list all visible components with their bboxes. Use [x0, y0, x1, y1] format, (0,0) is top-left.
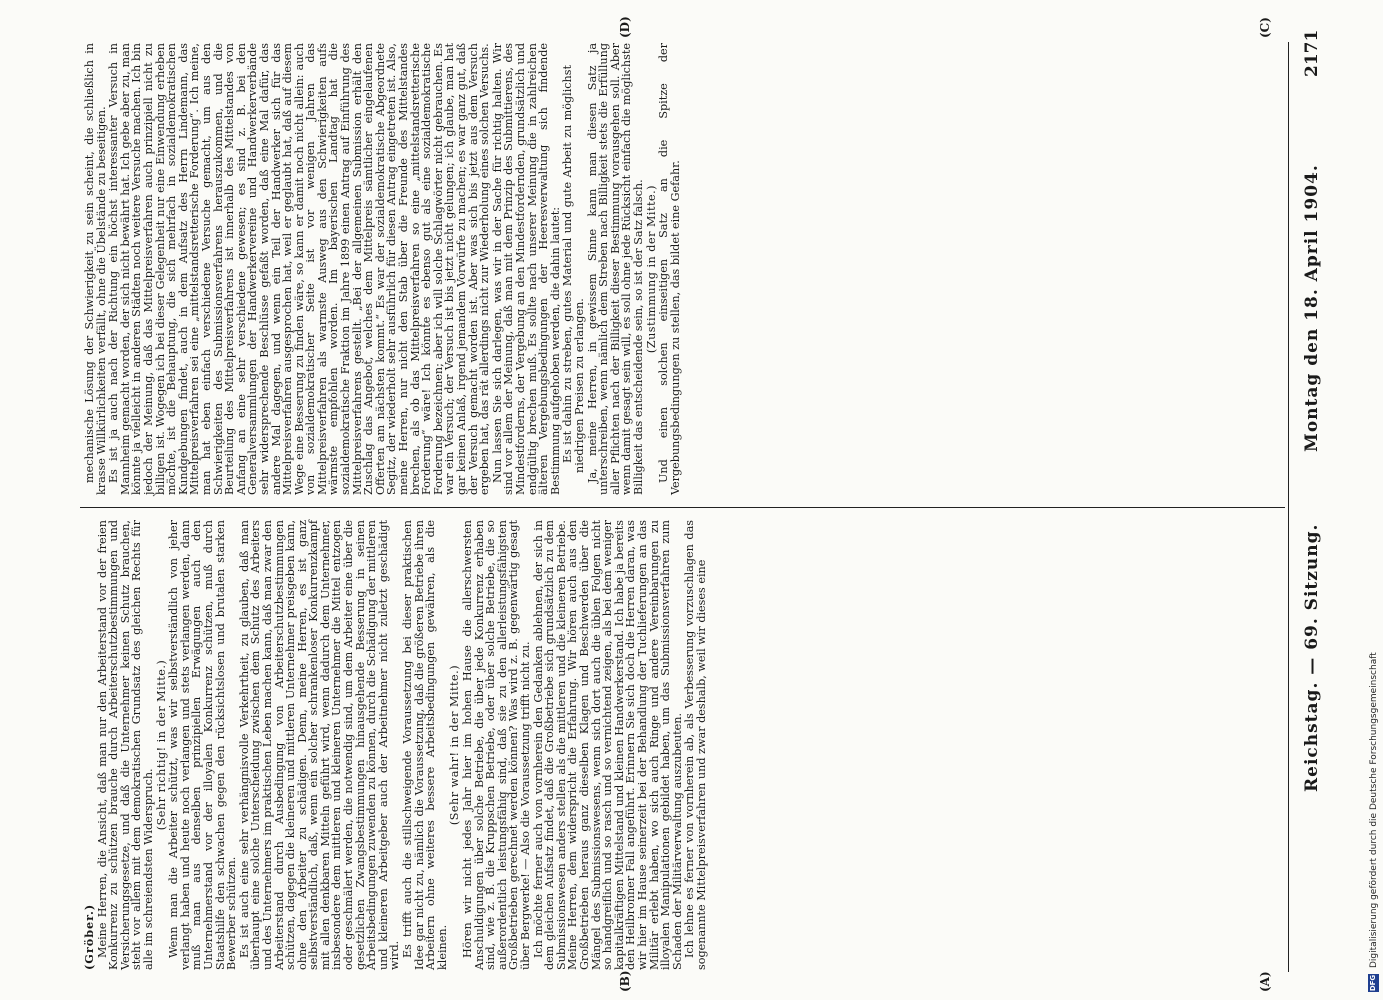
header-rule [1288, 42, 1289, 972]
right-column [84, 43, 1284, 495]
interjection: (Sehr wahr! in der Mitte.) [448, 664, 462, 826]
margin-mark-c: (C) [1258, 17, 1272, 38]
paragraph: Und einen solchen einseitigen Satz an die Spitze der Vergebungsbedingungen zu stellen, das bildet eine Gefahr. [657, 43, 682, 495]
paragraph: Meine Herren, die Ansicht, daß man nur den Arbeiterstand vor der freien Konkurrenz zu schützen brauche durch Arbeiterschutzbestimmungen und Versicherungsgesetze, und daß die Unternehmer keinen Schutz brauchen, steht vor allem mit dem demokratischen Grundsatz des gleichen Rechts für alle im schreiendsten Widerspruch. [95, 520, 155, 970]
paragraph: Nun lassen Sie sich darlegen, was wir in der Sache für richtig halten. Wir sind vor allem der Meinung, daß man mit dem Prinzip des Submittierens, des Mindestforderns, der Vergebung an den Mindestfordernden, grundsätzlich und endgültig brechen muß. Es sollte nach unserer Meinung die in zahlreichen älteren Vergebungsbedingungen der Heeresverwaltung sich findende Bestimmung aufgehoben werden, die dahin lautet: [490, 43, 562, 495]
paragraph: Wenn man die Arbeiter schützt, was wir selbstverständlich von jeher verlangt haben und heute noch verlangen und stets verlangen werden, dann muß man aus denselben prinzipiellen Erwägungen auch den Unternehmerstand vor der illoyalen Konkurrenz schützen, muß durch Staatshilfe den schwachen gegen den rücksichtslosen und brutalen starken Bewerber schützen. [167, 520, 239, 970]
paragraph: mechanische Lösung der Schwierigkeit zu sein scheint, die schließlich in krasse Willkürlichkeiten verfällt, ohne die Übelstände zu beseitigen. [83, 43, 108, 495]
header-right: Montag den 18. April 1904. [1302, 164, 1322, 452]
paragraph: Es trifft auch die stillschweigende Voraussetzung bei dieser praktischen Idee gar nicht zu, nämlich die Voraussetzung, daß die größeren Betriebe ihren Arbeitern ohne weiteres bessere Arbeitsbedingungen gewähren, als die kleinen. [401, 520, 449, 970]
paragraph: Ich lehne es ferner von vornherein ab, als Verbesserung vorzuschlagen das sogenannte Mittelpreisverfahren und zwar deshalb, weil wir dieses eine [683, 520, 708, 970]
dfg-logo: DFG [1369, 974, 1377, 992]
interjection: (Zustimmung in der Mitte.) [644, 184, 658, 354]
block-quote: Es ist dahin zu streben, gutes Material und gute Arbeit zu möglichst niedrigen Preisen zu erlangen. [561, 65, 586, 473]
margin-mark-b: (B) [618, 970, 632, 992]
paragraph: Ja, meine Herren, in gewissem Sinne kann man diesen Satz ja unterschreiben, wenn nämlich dem Streben nach Billigkeit stets die Erfüllung aller Pflichten nach der Billigkeit dieser Bestimmung vorausgehen soll. Aber wenn damit gesagt sein will, es soll ohne jede Rücksicht einfach die möglichste Billigkeit das entscheidende sein, so ist der Satz falsch. [585, 43, 645, 495]
header-left: Reichstag. — 69. Sitzung. [1302, 523, 1322, 792]
interjection: (Sehr richtig! in der Mitte.) [154, 659, 168, 831]
page-footer [1368, 2, 1382, 998]
speaker-name: (Gröber.) [82, 903, 96, 970]
paragraph: Es ist auch eine sehr verhängnisvolle Verkehrtheit, zu glauben, daß man überhaupt eine solche Unterscheidung zwischen dem Schutz des Arbeiters und des Unternehmers im praktischen Leben machen kann, daß man zwar den Arbeiterstand durch Ausbedingung von Arbeiterschutzbestimmungen schützen, dagegen die kleineren und mittleren Unternehmer preisgeben kann, ohne den Arbeiter zu schädigen. Denn, meine Herren, es ist ganz selbstverständlich, daß, wenn ein solcher schrankenloser Konkurrenzkampf mit allen denkbaren Mitteln geführt wird, wenn dadurch dem Unternehmer, insbesondere dem mittleren und kleineren Unternehmer die Mittel entzogen oder geschmälert werden, die notwendig sind, um dem Arbeiter eine über die gesetzlichen Zwangsbestimmungen hinausgehende Besserung in seinen Arbeitsbedingungen zuwenden zu können, durch die Schädigung der mittleren und kleineren Arbeitgeber auch der Arbeitnehmer nicht zuletzt geschädigt wird. [237, 520, 402, 970]
footer-credit: Digitalisierung gefördert durch die Deutsche Forschungsgemeinschaft [1369, 652, 1379, 968]
paragraph: Es ist ja auch nach der Richtung ein höchst interessanter Versuch in Mannheim gemacht worden, der sich nicht bewährt hat. Ich gebe aber zu, man könnte ja vielleicht in anderen Städten noch weitere Versuche machen. Ich bin jedoch der Meinung, daß das Mittelpreisverfahren auch prinzipiell nicht zu billigen ist. Wogegen ich bei dieser Gelegenheit nur eine Einwendung erheben möchte, ist die Behauptung, die sich mehrfach in sozialdemokratischen Kundgebungen findet, auch in dem Aufsatz des Herrn Lindemann, das Mittelpreisverfahren sei eine „mittelstandsretterische Forderung“. Ich meine, man hat eben einfach verschiedene Versuche gemacht, um aus den Schwierigkeiten des Submissionsverfahrens herauszukommen, und die Beurteilung des Mittelpreisverfahrens ist innerhalb des Mittelstandes von Anfang an eine sehr verschiedene gewesen; es sind z. B. bei den Generalversammlungen der Handwerkervereine und Handwerkerverbände sehr widersprechende Beschlüsse gefaßt worden, daß eine Mal dafür, das andere Mal dagegen, und wenn ein Teil der Handwerker sich für das Mittelpreisverfahren ausgesprochen hat, weil er geglaubt hat, daß auf diesem Wege eine Besserung zu finden wäre, so kann er damit noch nicht allein: auch von sozialdemokratischer Seite ist vor wenigen Jahren das Mittelpreisverfahren als warmste Ausweg aus den Schwierigkeiten aufs wärmste empfohlen worden. Im bayerischen Landtag hat die sozialdemokratische Fraktion im Jahre 1899 einen Antrag auf Einführung des Mittelpreisverfahrens gestellt. „Bei der allgemeinen Submission erhält den Zuschlag das Angebot, welches dem Mittelpreis sämtlicher eingelaufenen Offerten am nächsten kommt.“ Es war der sozialdemokratische Abgeordnete Segitz, der wiederholt sehr ausführlich für diesen Antrag eingetreten ist. Also, meine Herren, nur nicht den Stab über die Freunde des Mittelstandes brechen, als ob das Mittelpreisverfahren so eine „mittelstandsretterische Forderung“ wäre! Ich könnte es ebenso gut als eine sozialdemokratische Forderung bezeichnen; aber ich will solche Schlagwörter nicht gebrauchen. Es war ein Versuch; der Versuch ist bis jetzt nicht gelungen; ich glaube, man hat gar keinen Anlaß, irgend jemandem Vorwürfe zu machen; es war ganz gut, daß der Versuch gemacht worden ist. Aber was sich bis jetzt aus dem Versuch ergeben hat, das rät allerdings nicht zur Wiederholung eines solchen Versuchs. [107, 43, 492, 495]
paragraph: Hören wir nicht jedes Jahr hier im hohen Hause die allerschwersten Anschuldigungen über solche Betriebe, die über jede Konkurrenz erhaben sind, wie z. B. die Kruppschen Betriebe, oder über solche Betriebe, die so außerordentlich leistungsfähig sind, daß sie zu den allerleistungsfähigsten Großbetrieben gerechnet werden können? Was wird z. B. gegenwärtig gesagt über Bergwerke! — Also die Voraussetzung trifft nicht zu. [461, 520, 532, 970]
margin-mark-a: (A) [1258, 971, 1272, 992]
margin-mark-d: (D) [618, 16, 632, 38]
page-number: 2171 [1302, 29, 1322, 77]
page-header [1298, 29, 1328, 972]
column-divider [80, 507, 1285, 508]
paragraph: Ich möchte ferner auch von vornherein den Gedanken ablehnen, der sich in dem gleichen Aufsatz findet, daß die Großbetriebe sich grundsätzlich zu dem Submissionswesen anders stellen als die mittleren und die kleineren Betriebe. Meine Herren, dem widerspricht die Erfahrung. Wir hören auch aus den Großbetrieben heraus ganz dieselben Klagen und Beschwerden über die Mängel des Submissionswesens, wenn sich dort auch die üblen Folgen nicht so handgreiflich und so rasch und so vernichtend zeigen, als bei dem weniger kapitalkräftigen Mittelstand und kleinen Handwerkerstand. Ich habe ja bereits den Heilbronner Fall angeführt. Erinnern Sie sich doch die Herren daran, was wir hier im Hause seinerzeit bei der Behandlung der Tuchlieferungen an das Militär erlebt haben, wo sich auch Ringe und andere Vereinbarungen zu illoyalen Manipulationen gebildet haben, um das Submissionsverfahren zum Schaden der Militärverwaltung auszubeuten. [531, 520, 684, 970]
left-column [84, 520, 1284, 970]
